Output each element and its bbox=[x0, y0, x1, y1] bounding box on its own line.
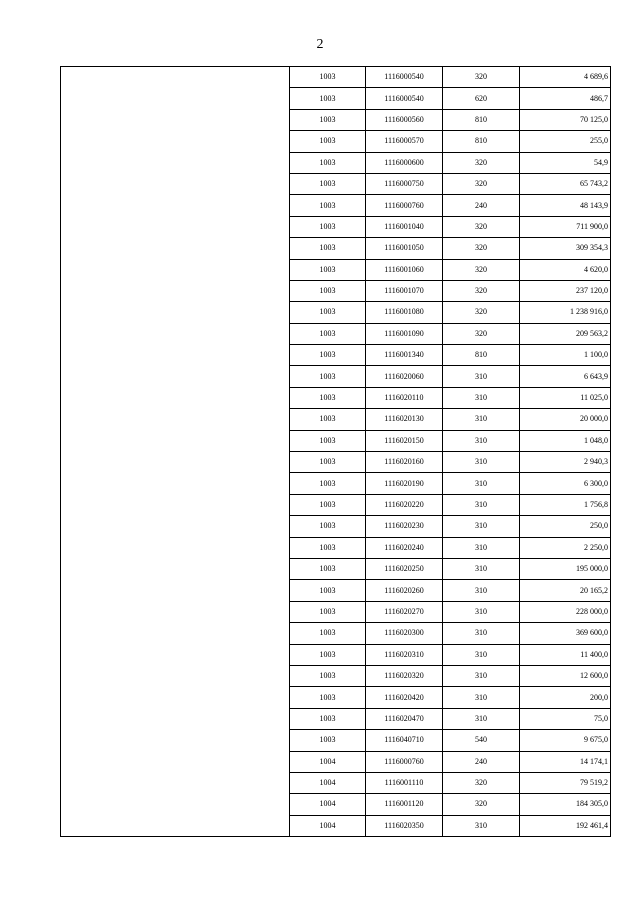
amount-cell: 4 620,0 bbox=[520, 259, 611, 280]
expense-type-cell: 320 bbox=[443, 323, 520, 344]
section-cell: 1003 bbox=[290, 665, 366, 686]
section-cell: 1004 bbox=[290, 772, 366, 793]
amount-cell: 184 305,0 bbox=[520, 794, 611, 815]
section-cell: 1003 bbox=[290, 558, 366, 579]
section-cell: 1003 bbox=[290, 623, 366, 644]
article-cell: 1116020190 bbox=[366, 473, 443, 494]
expense-type-cell: 310 bbox=[443, 601, 520, 622]
article-cell: 1116020060 bbox=[366, 366, 443, 387]
article-cell: 1116020260 bbox=[366, 580, 443, 601]
expense-type-cell: 320 bbox=[443, 173, 520, 194]
amount-cell: 1 100,0 bbox=[520, 345, 611, 366]
expense-type-cell: 320 bbox=[443, 302, 520, 323]
expense-type-cell: 310 bbox=[443, 665, 520, 686]
expense-type-cell: 540 bbox=[443, 730, 520, 751]
amount-cell: 2 250,0 bbox=[520, 537, 611, 558]
budget-table bbox=[60, 66, 611, 837]
section-cell: 1003 bbox=[290, 387, 366, 408]
expense-type-cell: 320 bbox=[443, 238, 520, 259]
article-cell: 1116000760 bbox=[366, 195, 443, 216]
amount-cell: 20 000,0 bbox=[520, 409, 611, 430]
expense-type-cell: 310 bbox=[443, 537, 520, 558]
article-cell: 1116001110 bbox=[366, 772, 443, 793]
amount-cell: 9 675,0 bbox=[520, 730, 611, 751]
section-cell: 1003 bbox=[290, 238, 366, 259]
expense-type-cell: 310 bbox=[443, 494, 520, 515]
article-cell: 1116000570 bbox=[366, 131, 443, 152]
amount-cell: 70 125,0 bbox=[520, 109, 611, 130]
section-cell: 1003 bbox=[290, 409, 366, 430]
expense-type-cell: 320 bbox=[443, 280, 520, 301]
article-cell: 1116020220 bbox=[366, 494, 443, 515]
article-cell: 1116001060 bbox=[366, 259, 443, 280]
table-row bbox=[61, 67, 611, 88]
expense-type-cell: 320 bbox=[443, 152, 520, 173]
amount-cell: 75,0 bbox=[520, 708, 611, 729]
section-cell: 1003 bbox=[290, 516, 366, 537]
article-cell: 1116001120 bbox=[366, 794, 443, 815]
expense-type-cell: 240 bbox=[443, 195, 520, 216]
expense-type-cell: 320 bbox=[443, 772, 520, 793]
expense-type-cell: 310 bbox=[443, 644, 520, 665]
expense-type-cell: 310 bbox=[443, 815, 520, 836]
amount-cell: 1 238 916,0 bbox=[520, 302, 611, 323]
section-cell: 1003 bbox=[290, 302, 366, 323]
amount-cell: 195 000,0 bbox=[520, 558, 611, 579]
amount-cell: 1 756,8 bbox=[520, 494, 611, 515]
section-cell: 1003 bbox=[290, 323, 366, 344]
expense-type-cell: 310 bbox=[443, 580, 520, 601]
amount-cell: 65 743,2 bbox=[520, 173, 611, 194]
article-cell: 1116020250 bbox=[366, 558, 443, 579]
expense-type-cell: 310 bbox=[443, 623, 520, 644]
section-cell: 1003 bbox=[290, 644, 366, 665]
article-cell: 1116020160 bbox=[366, 452, 443, 473]
article-cell: 1116040710 bbox=[366, 730, 443, 751]
section-cell: 1003 bbox=[290, 494, 366, 515]
table-body bbox=[61, 67, 611, 837]
expense-type-cell: 310 bbox=[443, 366, 520, 387]
amount-cell: 11 400,0 bbox=[520, 644, 611, 665]
expense-type-cell: 810 bbox=[443, 131, 520, 152]
expense-type-cell: 310 bbox=[443, 452, 520, 473]
section-cell: 1003 bbox=[290, 345, 366, 366]
article-cell: 1116000600 bbox=[366, 152, 443, 173]
amount-cell: 48 143,9 bbox=[520, 195, 611, 216]
section-cell: 1003 bbox=[290, 473, 366, 494]
section-cell: 1003 bbox=[290, 216, 366, 237]
article-cell: 1116020240 bbox=[366, 537, 443, 558]
amount-cell: 2 940,3 bbox=[520, 452, 611, 473]
article-cell: 1116020300 bbox=[366, 623, 443, 644]
description-cell bbox=[61, 67, 290, 837]
article-cell: 1116020470 bbox=[366, 708, 443, 729]
expense-type-cell: 810 bbox=[443, 109, 520, 130]
section-cell: 1003 bbox=[290, 88, 366, 109]
expense-type-cell: 310 bbox=[443, 387, 520, 408]
article-cell: 1116001050 bbox=[366, 238, 443, 259]
expense-type-cell: 620 bbox=[443, 88, 520, 109]
expense-type-cell: 320 bbox=[443, 259, 520, 280]
expense-type-cell: 310 bbox=[443, 430, 520, 451]
article-cell: 1116020130 bbox=[366, 409, 443, 430]
article-cell: 1116020230 bbox=[366, 516, 443, 537]
amount-cell: 309 354,3 bbox=[520, 238, 611, 259]
section-cell: 1004 bbox=[290, 751, 366, 772]
article-cell: 1116000540 bbox=[366, 67, 443, 88]
article-cell: 1116020270 bbox=[366, 601, 443, 622]
expense-type-cell: 810 bbox=[443, 345, 520, 366]
page-number: 2 bbox=[316, 37, 324, 52]
section-cell: 1003 bbox=[290, 708, 366, 729]
amount-cell: 250,0 bbox=[520, 516, 611, 537]
amount-cell: 255,0 bbox=[520, 131, 611, 152]
amount-cell: 54,9 bbox=[520, 152, 611, 173]
article-cell: 1116020110 bbox=[366, 387, 443, 408]
expense-type-cell: 310 bbox=[443, 516, 520, 537]
article-cell: 1116020150 bbox=[366, 430, 443, 451]
article-cell: 1116001090 bbox=[366, 323, 443, 344]
amount-cell: 14 174,1 bbox=[520, 751, 611, 772]
section-cell: 1004 bbox=[290, 815, 366, 836]
article-cell: 1116001340 bbox=[366, 345, 443, 366]
amount-cell: 6 643,9 bbox=[520, 366, 611, 387]
section-cell: 1003 bbox=[290, 430, 366, 451]
expense-type-cell: 310 bbox=[443, 558, 520, 579]
amount-cell: 11 025,0 bbox=[520, 387, 611, 408]
article-cell: 1116020320 bbox=[366, 665, 443, 686]
section-cell: 1003 bbox=[290, 67, 366, 88]
article-cell: 1116001080 bbox=[366, 302, 443, 323]
amount-cell: 209 563,2 bbox=[520, 323, 611, 344]
section-cell: 1003 bbox=[290, 195, 366, 216]
amount-cell: 4 689,6 bbox=[520, 67, 611, 88]
amount-cell: 12 600,0 bbox=[520, 665, 611, 686]
section-cell: 1003 bbox=[290, 259, 366, 280]
amount-cell: 237 120,0 bbox=[520, 280, 611, 301]
section-cell: 1003 bbox=[290, 109, 366, 130]
section-cell: 1003 bbox=[290, 687, 366, 708]
amount-cell: 200,0 bbox=[520, 687, 611, 708]
section-cell: 1003 bbox=[290, 580, 366, 601]
section-cell: 1003 bbox=[290, 601, 366, 622]
amount-cell: 1 048,0 bbox=[520, 430, 611, 451]
amount-cell: 79 519,2 bbox=[520, 772, 611, 793]
amount-cell: 20 165,2 bbox=[520, 580, 611, 601]
expense-type-cell: 310 bbox=[443, 473, 520, 494]
expense-type-cell: 310 bbox=[443, 409, 520, 430]
amount-cell: 711 900,0 bbox=[520, 216, 611, 237]
section-cell: 1003 bbox=[290, 366, 366, 387]
article-cell: 1116020310 bbox=[366, 644, 443, 665]
article-cell: 1116000750 bbox=[366, 173, 443, 194]
section-cell: 1003 bbox=[290, 730, 366, 751]
article-cell: 1116000540 bbox=[366, 88, 443, 109]
amount-cell: 6 300,0 bbox=[520, 473, 611, 494]
amount-cell: 369 600,0 bbox=[520, 623, 611, 644]
amount-cell: 486,7 bbox=[520, 88, 611, 109]
section-cell: 1003 bbox=[290, 131, 366, 152]
amount-cell: 228 000,0 bbox=[520, 601, 611, 622]
section-cell: 1003 bbox=[290, 280, 366, 301]
article-cell: 1116000560 bbox=[366, 109, 443, 130]
expense-type-cell: 310 bbox=[443, 708, 520, 729]
expense-type-cell: 240 bbox=[443, 751, 520, 772]
article-cell: 1116020420 bbox=[366, 687, 443, 708]
article-cell: 1116000760 bbox=[366, 751, 443, 772]
expense-type-cell: 320 bbox=[443, 216, 520, 237]
expense-type-cell: 320 bbox=[443, 794, 520, 815]
article-cell: 1116001070 bbox=[366, 280, 443, 301]
section-cell: 1003 bbox=[290, 452, 366, 473]
section-cell: 1003 bbox=[290, 152, 366, 173]
article-cell: 1116020350 bbox=[366, 815, 443, 836]
section-cell: 1003 bbox=[290, 537, 366, 558]
section-cell: 1003 bbox=[290, 173, 366, 194]
amount-cell: 192 461,4 bbox=[520, 815, 611, 836]
article-cell: 1116001040 bbox=[366, 216, 443, 237]
expense-type-cell: 320 bbox=[443, 67, 520, 88]
expense-type-cell: 310 bbox=[443, 687, 520, 708]
section-cell: 1004 bbox=[290, 794, 366, 815]
